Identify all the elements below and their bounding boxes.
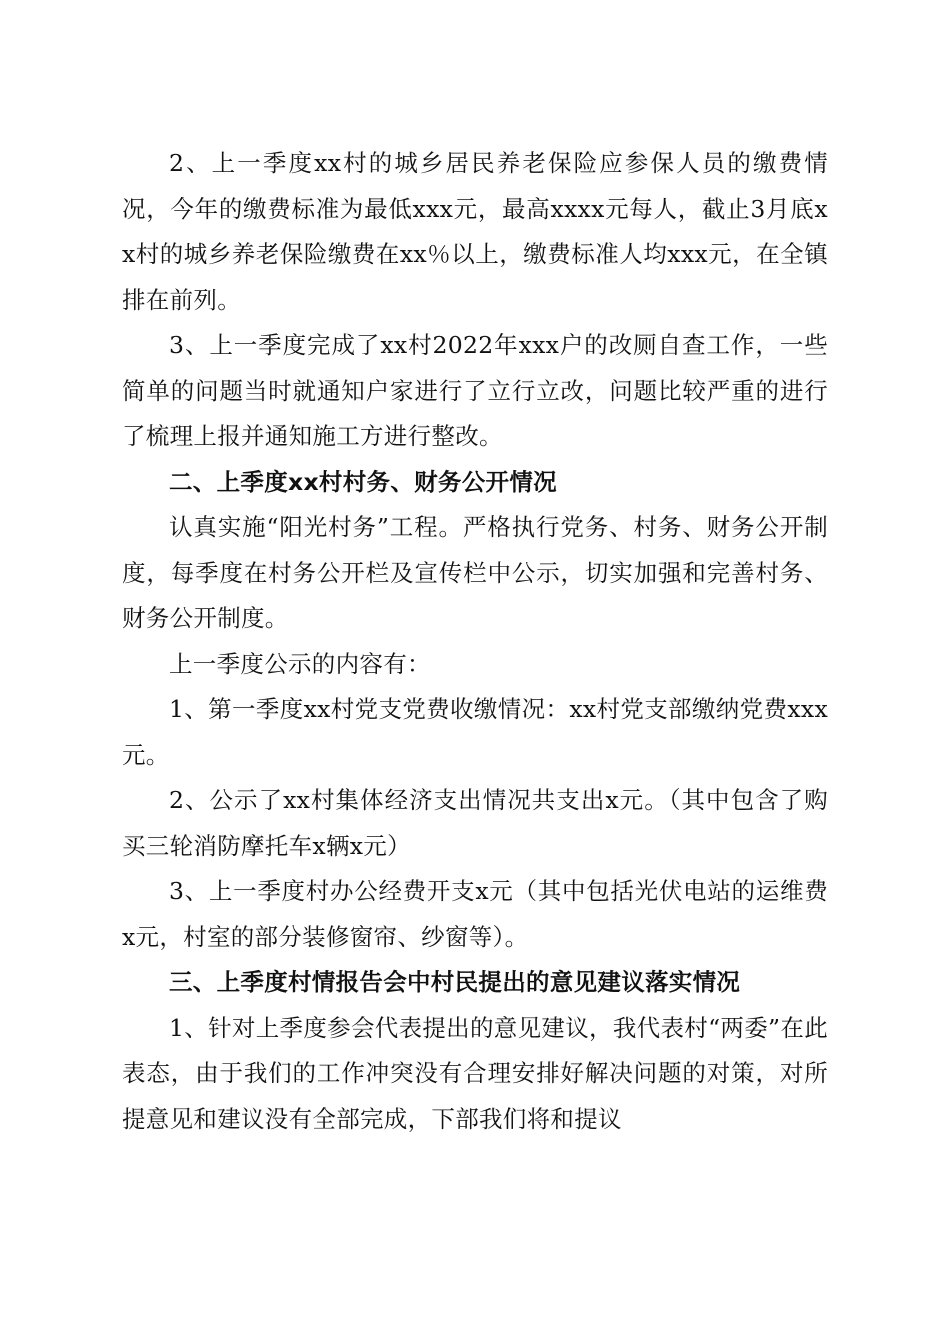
paragraph-disclosure-intro: 上一季度公示的内容有： xyxy=(169,649,431,678)
paragraph-collective-expenses: 2、公示了xx村集体经济支出情况共支出x元。（其中包含了购买三轮消防摩托车x辆x元） xyxy=(122,786,828,860)
paragraph-party-dues: 1、第一季度xx村党支党费收缴情况：xx村党支部缴纳党费xxx元。 xyxy=(122,695,828,769)
paragraph-sunshine-affairs: 认真实施“阳光村务”工程。严格执行党务、村务、财务公开制度，每季度在村务公开栏及宣传栏中公示，切实加强和完善村务、财务公开制度。 xyxy=(122,513,828,632)
paragraph-pension-payment: 2、上一季度xx村的城乡居民养老保险应参保人员的缴费情况，今年的缴费标准为最低xxx元，最高xxxx元每人，截止3月底xx村的城乡养老保险缴费在xx％以上，缴费标准人均xxx元，在全镇排在前列。 xyxy=(122,149,828,314)
section-heading-disclosure: 二、上季度xx村村务、财务公开情况 xyxy=(169,467,557,496)
paragraph-toilet-inspection: 3、上一季度完成了xx村2022年xxx户的改厕自查工作，一些简单的问题当时就通知户家进行了立行立改，问题比较严重的进行了梳理上报并通知施工方进行整改。 xyxy=(122,331,828,450)
paragraph-suggestions-response: 1、针对上季度参会代表提出的意见建议，我代表村“两委”在此表态，由于我们的工作冲突没有合理安排好解决问题的对策，对所提意见和建议没有全部完成，下部我们将和提议 xyxy=(122,1013,828,1133)
section-heading-suggestions: 三、上季度村情报告会中村民提出的意见建议落实情况 xyxy=(169,968,741,996)
document-body xyxy=(122,141,828,1142)
paragraph-office-expenses: 3、上一季度村办公经费开支x元（其中包括光伏电站的运维费x元，村室的部分装修窗帘、纱窗等）。 xyxy=(122,877,828,951)
